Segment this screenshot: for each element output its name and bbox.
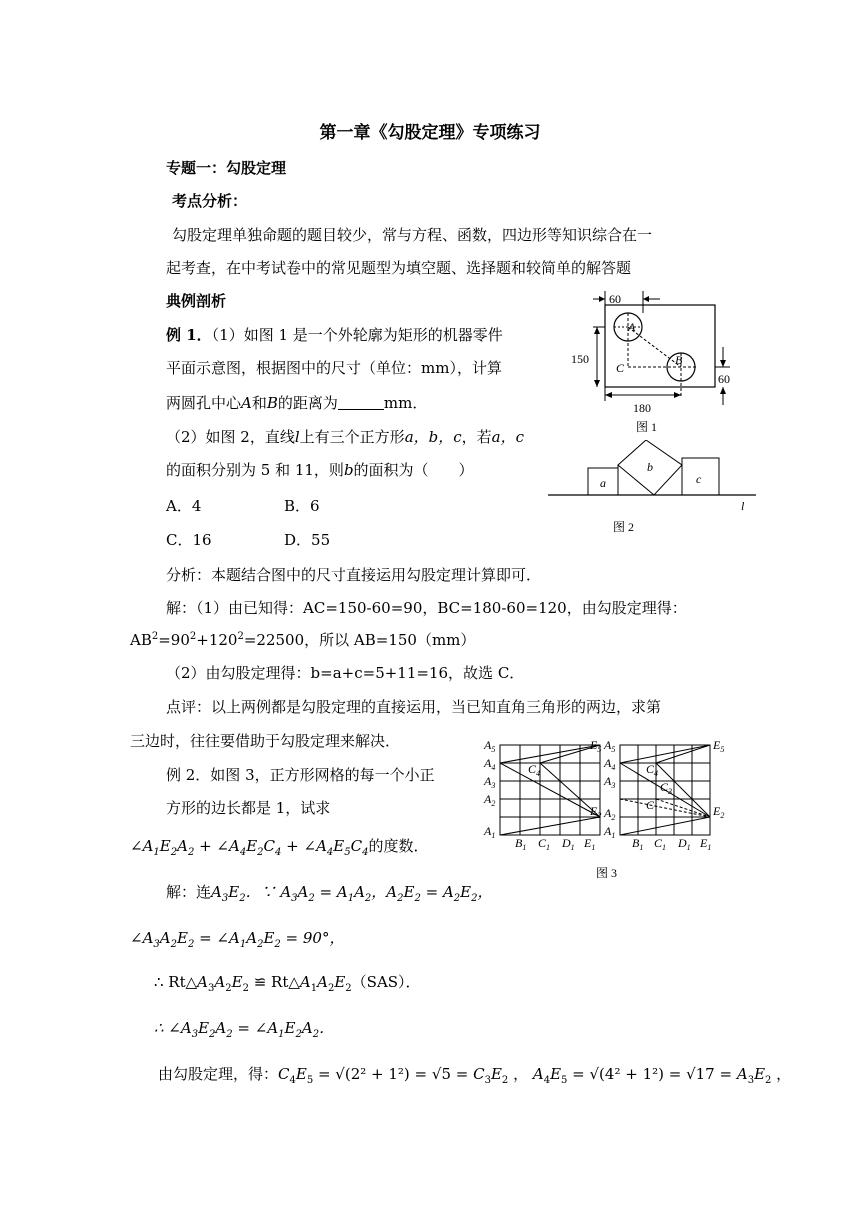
ex1-q2-text-a: （2）如图 2，直线 [166, 428, 295, 446]
label-b: b [647, 460, 653, 474]
svg-text:C4: $C_4$ [528, 762, 541, 778]
ex1-q1-line3a: 两圆孔中心 [166, 394, 242, 412]
svg-text:A5: $A_5$ [484, 738, 496, 754]
svg-text:E1: $E_1$ [584, 836, 596, 852]
ex1-label: 例 1． [166, 326, 212, 344]
examples-heading: 典例剖析 [166, 292, 227, 310]
ex2-sol-line3 [154, 972, 421, 992]
ex1-q2-line1 [166, 427, 524, 447]
ex2-sol-line5 [158, 1064, 791, 1084]
rt-tail: （SAS）． [351, 973, 421, 991]
analysis-line-2: 起考查，在中考试卷中的常见题型为填空题、选择题和较简单的解答题 [166, 259, 632, 277]
arrowhead [599, 296, 605, 302]
svg-text:C: C [646, 798, 655, 812]
label-a: a [600, 476, 606, 490]
ex1-q1-line1: （1）如图 1 是一个外轮廓为矩形的机器零件 [211, 326, 503, 344]
ex1-q2-text-b: 上有三个正方形 [299, 428, 405, 446]
svg-text:C4: $C_4$ [646, 762, 659, 778]
ex1-line-1 [166, 325, 503, 345]
svg-text:A1: $A_1$ [484, 824, 496, 840]
dim-150: 150 [571, 352, 589, 366]
choice-c[interactable]: C．16 [166, 531, 212, 549]
svg-text:B1: $B_1$ [515, 836, 527, 852]
sol-formula-2: $\angle A_3A_2E_2$ = $\angle A_1A_2E_2 = 90^\circ$， [130, 929, 345, 950]
fenxi-line: 分析：本题结合图中的尺寸直接运用勾股定理计算即可． [166, 566, 542, 584]
svg-text:E5: $E_5$ [590, 738, 602, 754]
sup-2: 2 [237, 631, 244, 642]
analysis-line-1: 勾股定理单独命题的题目较少，常与方程、函数，四边形等知识综合在一 [172, 226, 653, 244]
final-start: 由勾股定理，得： [158, 1065, 279, 1083]
figure-2 [548, 440, 758, 540]
label-l: l [741, 499, 745, 513]
sol-start: 解：连 [166, 883, 212, 901]
ex2-sol-line1 [166, 882, 493, 902]
ex1-q2-text-c: ，若 [461, 428, 492, 446]
ex1-q1-line3 [166, 393, 427, 413]
label-b: B [675, 353, 683, 367]
page-title: 第一章《勾股定理》专项练习 [319, 123, 541, 143]
comment-line2: 三边时，往往要借助于勾股定理来解决． [130, 732, 401, 750]
dim-60-right: 60 [718, 372, 730, 386]
ex1-q1-A: A [241, 394, 252, 412]
svg-text:E2: $E_2$ [713, 804, 725, 820]
figure-1 [560, 285, 750, 435]
figure-2-caption: 图 2 [613, 520, 635, 534]
arrowhead [674, 392, 681, 398]
sol-formula-1: $A_3E_2$．∵ $A_3A_2 = A_1A_2$，$A_2E_2 = A_2E_2$， [211, 883, 493, 904]
ex2-sol-line4 [154, 1018, 334, 1038]
svg-text:A3: $A_3$ [484, 774, 496, 790]
svg-text:A2: $A_2$ [604, 806, 616, 822]
ex1-q1-unit: mm． [383, 394, 428, 412]
ex1-q1-and: 和 [251, 394, 267, 412]
dim-180: 180 [633, 401, 651, 415]
figure-3-caption: 图 3 [596, 866, 618, 880]
ex1-q2-ac: a，c [491, 428, 525, 446]
ex2-sol-line2 [130, 928, 344, 948]
svg-text:C3: $C_3$ [660, 780, 673, 796]
comment-line1: 点评：以上两例都是勾股定理的直接运用，当已知直角三角形的两边，求第 [166, 698, 662, 716]
arrowhead [720, 387, 726, 394]
sol-formula-3: ∴ $Rt\triangle A_3A_2E_2$ ≌ $Rt\triangle A_1A_2E_2$ [154, 973, 352, 994]
answer-blank[interactable] [338, 395, 384, 410]
ex1-q2-text-e: 的面积为（ ） [353, 461, 474, 479]
dim-60-top: 60 [609, 292, 621, 306]
angles-formula: $\angle A_1E_2A_2$ + $\angle A_4E_2C_4$ + $\angle A_4E_5C_4$ [130, 837, 369, 858]
ex1-q2-b: b [343, 461, 354, 479]
sol-120: +120 [196, 631, 238, 649]
svg-text:A4: $A_4$ [604, 756, 616, 772]
svg-text:C1: $C_1$ [654, 836, 667, 852]
svg-text:A5: $A_5$ [604, 738, 616, 754]
svg-text:B1: $B_1$ [632, 836, 644, 852]
ex2-line1: 例 2．如图 3，正方形网格的每一个小正 [166, 766, 435, 784]
ex1-q2-line2 [166, 460, 474, 480]
label-c: c [696, 472, 702, 486]
label-c: C [616, 361, 625, 375]
dashed-line [628, 327, 681, 367]
topic-heading: 专题一：勾股定理 [166, 159, 287, 177]
arrowhead [605, 392, 612, 398]
analysis-heading: 考点分析： [172, 192, 248, 210]
figure-3 [480, 735, 740, 885]
ex1-q2-abc: a，b，c [404, 428, 462, 446]
svg-text:D1: $D_1$ [562, 836, 575, 852]
ex1-q1-line3b: 的距离为 [277, 394, 338, 412]
grid-left [500, 745, 600, 835]
arrowhead [720, 360, 726, 367]
ex1-q2-text-d: 的面积分别为 5 和 11，则 [166, 461, 344, 479]
arrowhead [594, 327, 600, 334]
svg-text:E2: $E_2$ [590, 804, 602, 820]
sol-formula-5: $C_4E_5 = √(2^2 + 1^2) = √5 = C_3E_2$ ， $A_4E_5 = √(4^2 + 1^2) = √17 = A_3E_2$ ， [278, 1065, 792, 1086]
angles-tail: 的度数． [368, 837, 429, 855]
svg-text:A4: $A_4$ [484, 756, 496, 772]
ex1-q1-line2: 平面示意图，根据图中的尺寸（单位：mm），计算 [166, 359, 502, 377]
sup-2: 2 [151, 631, 159, 642]
sol-90: =90 [158, 631, 190, 649]
ex1-q1-B: B [266, 394, 278, 412]
ex1-q2-l: l [294, 428, 300, 446]
svg-text:A2: $A_2$ [484, 792, 496, 808]
ex2-angles [130, 836, 429, 856]
sol-ab: AB [130, 631, 152, 649]
choice-a[interactable]: A．4 [166, 497, 202, 515]
sol-formula-4: ∴ $\angle A_3E_2A_2$ = $\angle A_1E_2A_2$． [154, 1019, 335, 1040]
svg-text:A3: $A_3$ [604, 774, 616, 790]
choice-b[interactable]: B．6 [284, 497, 320, 515]
sol-rest: =22500，所以 AB=150（mm） [243, 631, 476, 649]
solution-1-line1: 解：（1）由已知得：AC=150-60=90，BC=180-60=120，由勾股定理得： [166, 599, 687, 617]
choice-d[interactable]: D．55 [284, 531, 331, 549]
svg-text:E5: $E_5$ [713, 738, 725, 754]
svg-text:D1: $D_1$ [678, 836, 691, 852]
label-a: A [628, 320, 636, 334]
solution-2: （2）由勾股定理得：b=a+c=5+11=16，故选 C． [166, 664, 525, 682]
sup-2: 2 [189, 631, 197, 642]
arrowhead [643, 296, 649, 302]
svg-text:E1: $E_1$ [700, 836, 712, 852]
arrowhead [594, 380, 600, 387]
svg-text:C1: $C_1$ [538, 836, 551, 852]
figure-1-caption: 图 1 [636, 420, 658, 434]
svg-text:A1: $A_1$ [604, 824, 616, 840]
solution-1-line2 [130, 630, 475, 650]
ex2-line2: 方形的边长都是 1，试求 [166, 799, 331, 817]
